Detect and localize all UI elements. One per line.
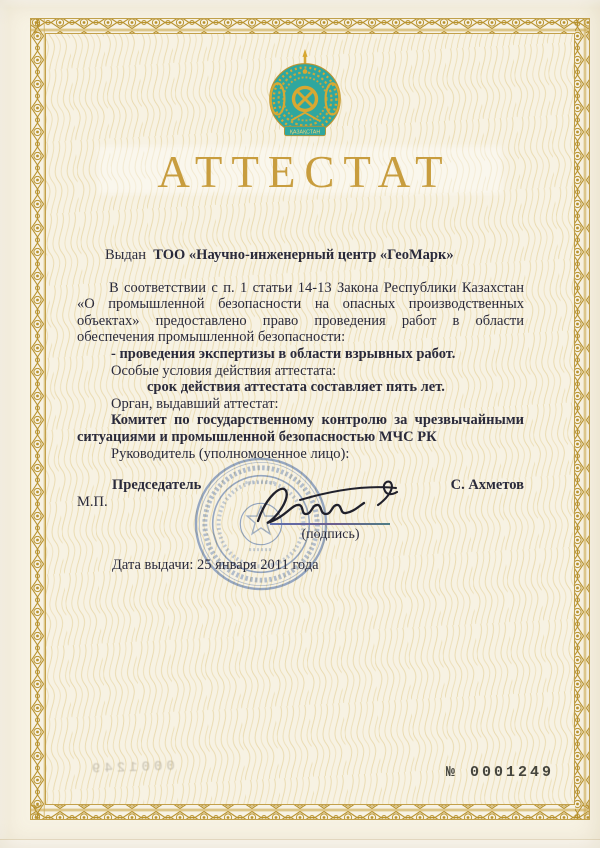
signer-name: С. Ахметов xyxy=(450,477,524,494)
special-conditions-label: Особые условия действия аттестата: xyxy=(111,362,337,379)
scan-edge-bottom xyxy=(0,839,600,848)
issued-label: Выдан xyxy=(105,247,146,263)
scope-item: - проведения экспертизы в области взрывных работ. xyxy=(111,345,456,362)
legal-basis-paragraph: В соответствии с п. 1 статьи 14-13 Закона Республики Казахстан «О промышленной безопасности на опасных производственных объектах» предоставлено право проведения работ в области обеспечения промышленной безопасности: xyxy=(77,279,524,346)
signature-caption: (подпись) xyxy=(301,527,360,542)
signer-position: Председатель xyxy=(112,477,202,494)
signature-underline xyxy=(270,523,390,525)
certificate-number: № 0001249 xyxy=(446,764,555,781)
issue-date: Дата выдачи: 25 января 2011 года xyxy=(112,557,319,573)
kazakhstan-coat-of-arms-icon xyxy=(252,48,358,142)
seal-place-mark: М.П. xyxy=(77,493,108,510)
issued-to-line xyxy=(77,247,524,264)
authority-label: Орган, выдавший аттестат: xyxy=(111,395,279,412)
issued-to-name: ТОО «Научно-инженерный центр «ГеоМарк» xyxy=(153,247,454,263)
scan-edge-top xyxy=(0,0,600,8)
special-conditions-value: срок действия аттестата составляет пять лет. xyxy=(147,379,445,396)
head-label: Руководитель (уполномоченное лицо): xyxy=(111,445,350,462)
certificate-title: АТТЕСТАТ xyxy=(157,147,452,197)
authority-name: Комитет по государственному контролю за чрезвычайными ситуациями и промышленной безопасностью МЧС РК xyxy=(77,412,524,445)
mirrored-ghost-number: 0001249 xyxy=(87,758,176,778)
emblem-banner-text: ҚАЗАҚСТАН xyxy=(289,129,321,136)
scan-edge-left xyxy=(0,0,9,848)
